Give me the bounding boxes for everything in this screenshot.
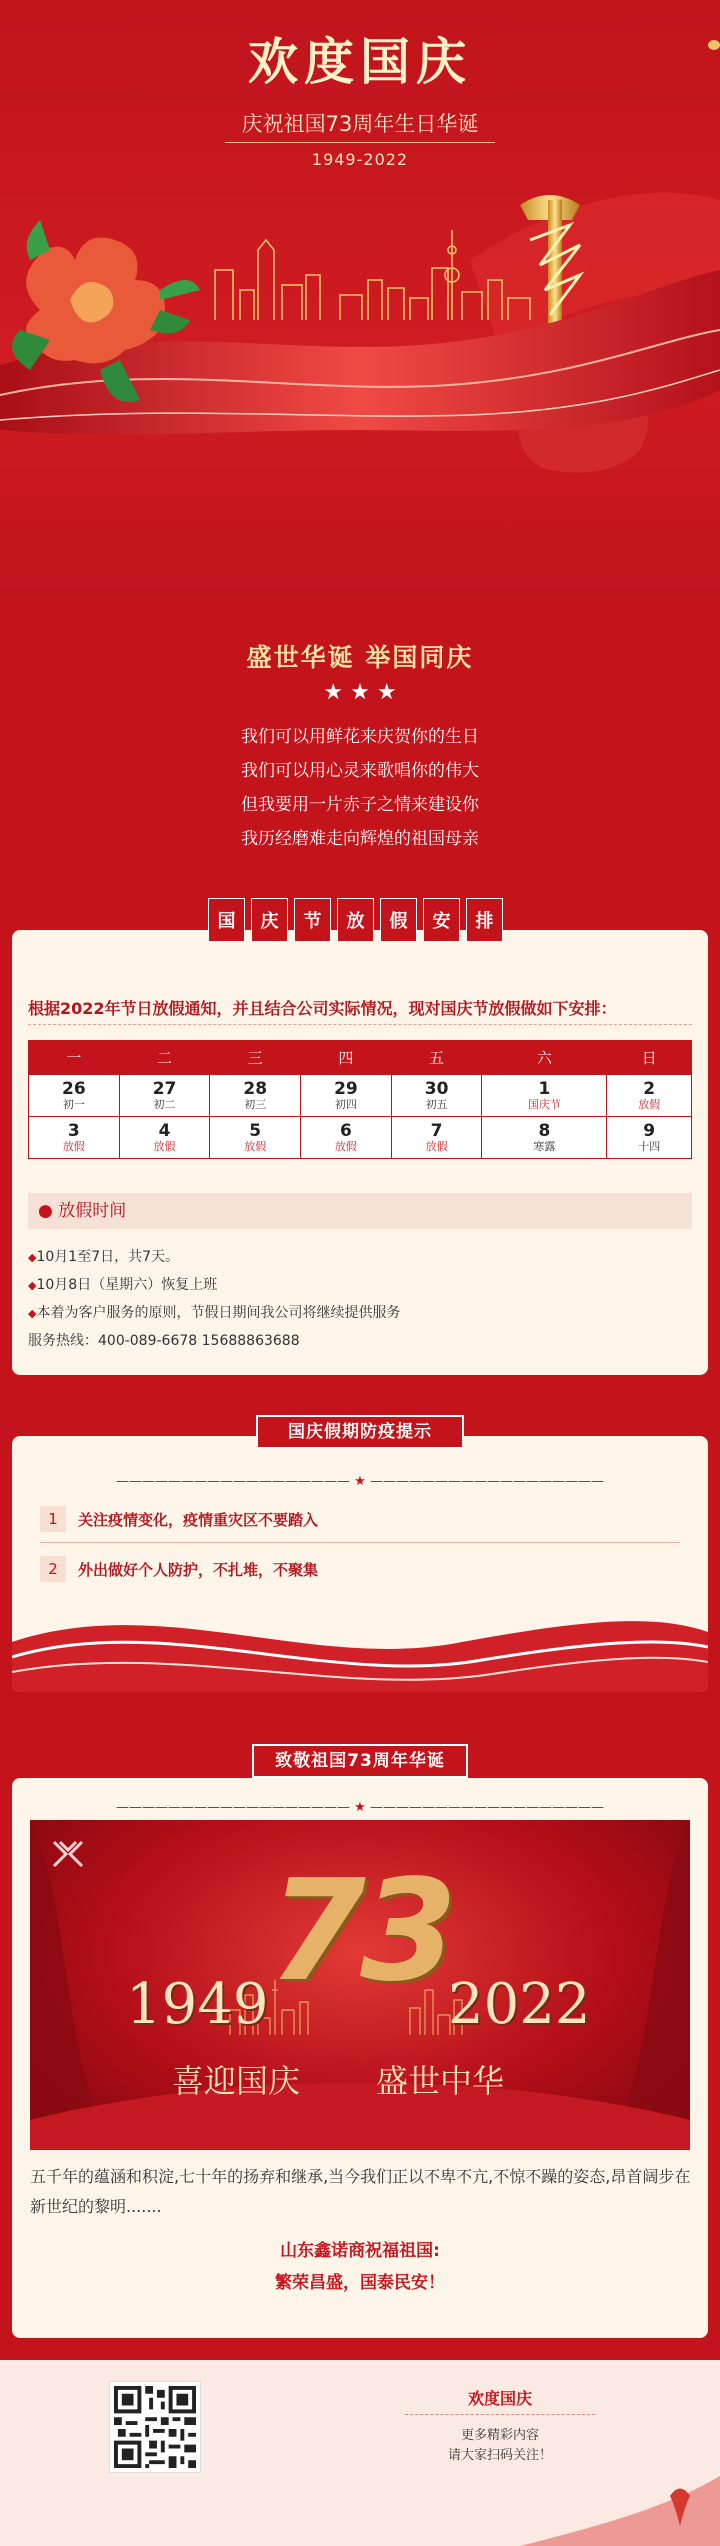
day-note: 初二 (153, 1097, 176, 1111)
calendar-cell (119, 1075, 210, 1117)
qr-code[interactable] (110, 2382, 200, 2472)
diamond-icon: ◆ (28, 1279, 37, 1292)
day-note: 初四 (334, 1097, 357, 1111)
calendar-cell (119, 1117, 210, 1159)
rule-item (28, 1246, 179, 1266)
star-divider: —————————————————— ★ —————————————————— (116, 1474, 604, 1489)
rule-text: 10月1至7日，共7天。 (36, 1249, 180, 1265)
schedule-tabs (208, 898, 503, 942)
footer-divider (405, 2414, 595, 2415)
tab-char: 排 (466, 898, 503, 942)
day-number: 30 (424, 1079, 449, 1100)
day-number: 28 (243, 1079, 268, 1100)
banner-73: 73 (268, 1850, 452, 2013)
tab-char: 放 (337, 898, 374, 942)
day-number: 1 (538, 1079, 551, 1100)
calendar-cell (301, 1075, 392, 1117)
day-note: 初五 (425, 1097, 448, 1111)
calendar-cell (391, 1117, 482, 1159)
diamond-icon: ◆ (28, 1251, 37, 1264)
tribute-text: 五千年的蕴涵和积淀,七十年的扬弃和继承,当今我们正以不卑不亢,不惊不躁的姿态,昂首阔步在新世纪的黎明....... (30, 2167, 691, 2216)
calendar-row (29, 1075, 692, 1117)
calendar-cell (29, 1075, 120, 1117)
tribute-title: 致敬祖国73周年华诞 (252, 1744, 468, 1778)
hero-banner (0, 0, 720, 600)
tip-text: 外出做好个人防护，不扎堆，不聚集 (78, 1560, 319, 1579)
holiday-time-title: 放假时间 (58, 1201, 127, 1221)
footer-corner-ribbon (520, 2476, 720, 2546)
banner-year-left: 1949 (126, 1972, 269, 2037)
tab-char: 节 (294, 898, 331, 942)
poem-line: 我历经磨难走向辉煌的祖国母亲 (241, 829, 479, 849)
rule-text: 10月8日（星期六）恢复上班 (36, 1277, 218, 1293)
diamond-icon: ◆ (28, 1307, 37, 1320)
calendar-cell (29, 1117, 120, 1159)
divider (225, 142, 495, 143)
footer-line-1: 更多精彩内容 (460, 2428, 539, 2443)
day-number: 5 (249, 1121, 262, 1142)
banner-year-right: 2022 (448, 1972, 591, 2037)
qr-code-icon (114, 2386, 196, 2468)
day-note: 放假 (425, 1139, 448, 1153)
calendar-cell (210, 1117, 301, 1159)
day-number: 4 (158, 1121, 171, 1142)
dotted-divider (28, 1024, 692, 1025)
day-note: 放假 (153, 1139, 176, 1153)
tip-number: 1 (40, 1506, 66, 1532)
hotline: 服务热线：400-089-6678 15688863688 (28, 1333, 300, 1349)
tribute-banner (30, 1820, 690, 2150)
page-subtitle: 庆祝祖国73周年生日华诞 (241, 112, 479, 136)
day-note: 放假 (62, 1139, 85, 1153)
tab-char: 安 (423, 898, 460, 942)
footer (0, 2360, 720, 2546)
tribute-sign-1: 山东鑫诺商祝福祖国: (280, 2241, 440, 2261)
poem-line: 我们可以用心灵来歌唱你的伟大 (241, 761, 479, 781)
rule-item (28, 1302, 400, 1322)
banner-tag-right: 盛世中华 (376, 2062, 505, 2100)
calendar-cell (210, 1075, 301, 1117)
day-note: 初三 (244, 1097, 267, 1111)
weekday-header: 三 (210, 1041, 301, 1075)
banner-tag-left: 喜迎国庆 (172, 2062, 301, 2100)
day-number: 3 (67, 1121, 80, 1142)
tip-divider (40, 1542, 680, 1543)
calendar-cell (482, 1117, 607, 1159)
weekday-header: 日 (607, 1041, 692, 1075)
day-note: 放假 (638, 1097, 661, 1111)
page-title: 欢度国庆 (248, 33, 472, 91)
star-divider: —————————————————— ★ —————————————————— (116, 1800, 604, 1815)
poem-line: 但我要用一片赤子之情来建设你 (241, 795, 479, 815)
hero-illustration (0, 180, 720, 600)
poem (0, 720, 720, 856)
holiday-time-bar (28, 1193, 692, 1229)
calendar-cell (301, 1117, 392, 1159)
footer-title: 欢度国庆 (467, 2389, 532, 2408)
calendar-cell (482, 1075, 607, 1117)
years-label: 1949-2022 (311, 150, 409, 169)
poem-line: 我们可以用鲜花来庆贺你的生日 (241, 727, 479, 747)
tips-title: 国庆假期防疫提示 (256, 1415, 464, 1449)
intro-heading: 盛世华诞 举国同庆 (246, 643, 474, 672)
day-note: 国庆节 (527, 1097, 561, 1111)
day-number: 29 (334, 1079, 358, 1100)
weekday-header: 二 (119, 1041, 210, 1075)
weekday-header: 六 (482, 1041, 607, 1075)
weekday-header: 四 (301, 1041, 392, 1075)
calendar-cell (607, 1075, 692, 1117)
day-number: 8 (538, 1121, 551, 1142)
footer-line-2: 请大家扫码关注！ (447, 2448, 552, 2463)
rule-text: 本着为客户服务的原则，节假日期间我公司将继续提供服务 (36, 1305, 401, 1321)
tip-text: 关注疫情变化，疫情重灾区不要踏入 (78, 1510, 319, 1529)
day-number: 7 (430, 1121, 443, 1142)
tribute-sign-2: 繁荣昌盛，国泰民安！ (275, 2273, 445, 2293)
day-note: 放假 (334, 1139, 357, 1153)
day-number: 2 (643, 1079, 656, 1100)
tips-wave (12, 1602, 708, 1692)
holiday-calendar (28, 1040, 692, 1159)
tab-char: 假 (380, 898, 417, 942)
calendar-cell (391, 1075, 482, 1117)
tab-char: 国 (208, 898, 245, 942)
weekday-header: 一 (29, 1041, 120, 1075)
day-note: 十四 (638, 1139, 661, 1153)
tip-item (40, 1506, 680, 1532)
decor-rope (708, 40, 720, 50)
weekday-row (29, 1041, 692, 1075)
tab-char: 庆 (251, 898, 288, 942)
tip-number: 2 (40, 1556, 66, 1582)
day-number: 27 (152, 1079, 177, 1100)
day-number: 6 (339, 1121, 352, 1142)
rule-item (28, 1274, 217, 1294)
day-note: 初一 (62, 1097, 85, 1111)
stars-icon: ★ ★ ★ (323, 680, 397, 705)
day-note: 寒露 (533, 1139, 556, 1153)
weekday-header: 五 (391, 1041, 482, 1075)
bullet-icon: ● (38, 1201, 53, 1221)
day-note: 放假 (244, 1139, 267, 1153)
calendar-cell (607, 1117, 692, 1159)
schedule-notice: 根据2022年节日放假通知，并且结合公司实际情况，现对国庆节放假做如下安排： (28, 999, 617, 1018)
tip-item (40, 1556, 680, 1582)
day-number: 26 (62, 1079, 86, 1100)
calendar-row (29, 1117, 692, 1159)
day-number: 9 (643, 1121, 656, 1142)
